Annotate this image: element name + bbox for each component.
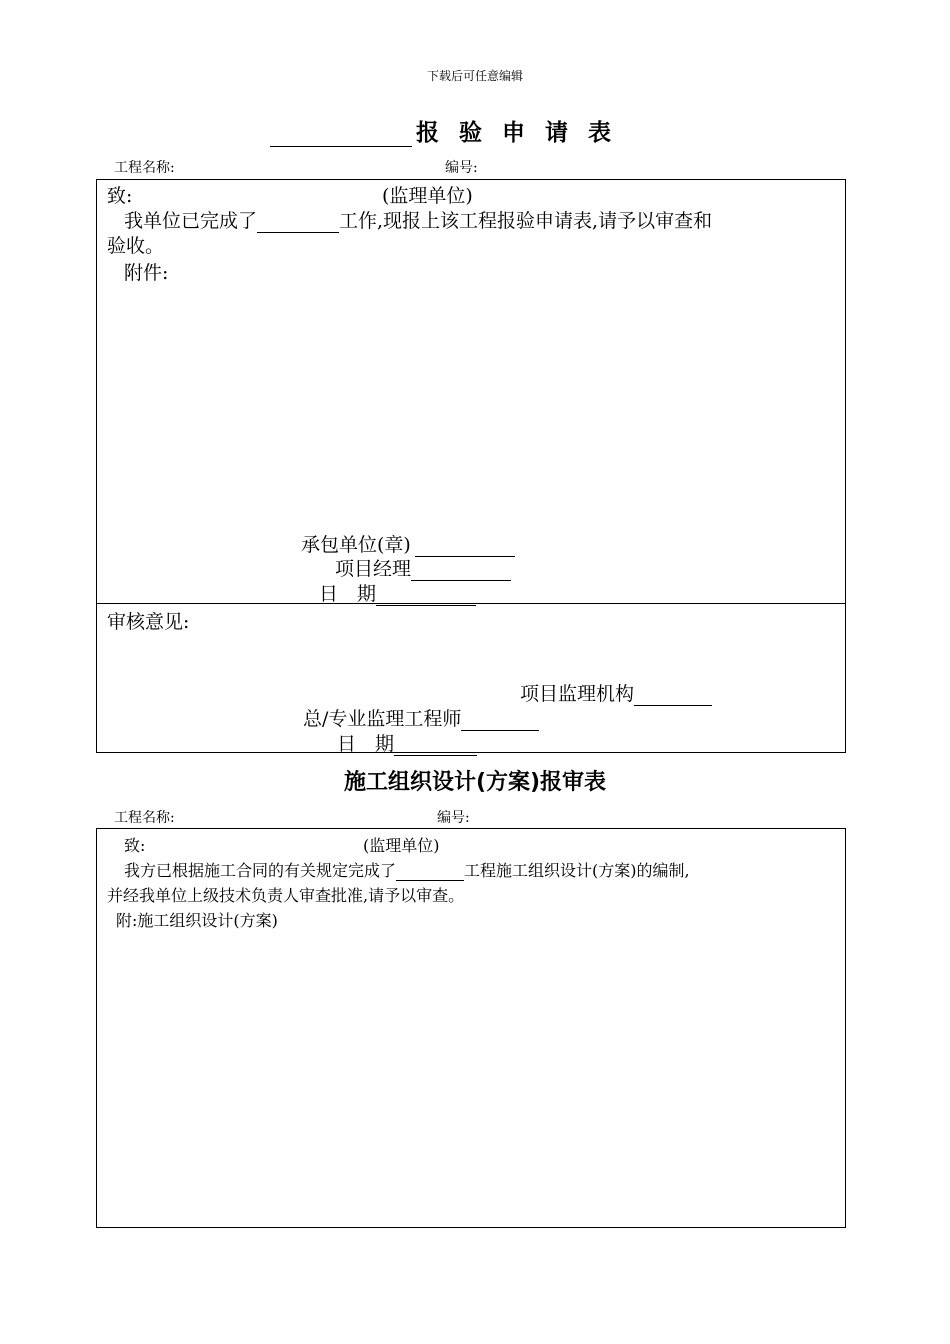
- form1-review-box: [96, 603, 846, 753]
- form1-date-label: 日 期: [319, 583, 377, 605]
- form1-manager-blank[interactable]: [411, 560, 511, 581]
- form1-project-manager-label: 项目经理: [335, 558, 412, 580]
- form2-title: 施工组织设计(方案)报审表: [343, 770, 607, 795]
- form2-project-name-label: 工程名称:: [114, 810, 175, 826]
- form2-attachment-label: 附:施工组织设计(方案): [116, 911, 278, 930]
- form1-title-row: [270, 114, 617, 147]
- form2-body-line1: [124, 858, 690, 881]
- form1-supervisor-unit: (监理单位): [382, 185, 473, 207]
- form1-work-blank[interactable]: [257, 212, 339, 233]
- form2-supervisor-unit: (监理单位): [363, 836, 440, 855]
- form1-body-part2: 工作,现报上该工程报验申请表,请予以审查和: [339, 210, 713, 232]
- form1-engineer-row: [303, 704, 539, 731]
- form1-date2-blank[interactable]: [394, 735, 477, 756]
- form2-work-blank[interactable]: [396, 863, 464, 881]
- form1-project-name-label: 工程名称:: [114, 160, 175, 176]
- form1-supervision-blank[interactable]: [634, 685, 712, 706]
- form1-contractor-label: 承包单位(章): [301, 534, 411, 556]
- form1-date-row: [319, 579, 476, 606]
- download-note: 下载后可任意编辑: [426, 69, 523, 83]
- form1-review-label: 审核意见:: [107, 611, 190, 633]
- form2-to-label: 致:: [124, 836, 146, 855]
- form1-number-label: 编号:: [445, 160, 478, 176]
- form1-engineer-blank[interactable]: [461, 710, 539, 731]
- form1-date2-label: 日 期: [337, 733, 395, 755]
- form1-supervision-org-label: 项目监理机构: [520, 683, 635, 705]
- form1-title-blank[interactable]: [270, 122, 412, 147]
- form2-body-part1: 我方已根据施工合同的有关规定完成了: [124, 861, 397, 880]
- form1-body-line1: [124, 206, 712, 233]
- form1-title: 报 验 申 请 表: [416, 120, 618, 146]
- form1-contractor-row: [301, 530, 515, 557]
- form1-body-part1: 我单位已完成了: [124, 210, 258, 232]
- form1-application-box: [96, 179, 846, 604]
- form1-engineer-label: 总/专业监理工程师: [303, 708, 462, 730]
- form1-attachment-label: 附件:: [124, 262, 169, 284]
- form2-body-line2: 并经我单位上级技术负责人审查批准,请予以审查。: [107, 886, 465, 905]
- form2-number-label: 编号:: [437, 810, 470, 826]
- form1-manager-row: [335, 554, 511, 581]
- form1-supervision-row: [520, 679, 712, 706]
- form2-box: [96, 828, 846, 1228]
- form2-body-part2: 工程施工组织设计(方案)的编制,: [464, 861, 690, 880]
- form1-date2-row: [337, 729, 477, 756]
- form1-body-line2: 验收。: [107, 235, 165, 257]
- form1-to-label: 致:: [107, 185, 133, 207]
